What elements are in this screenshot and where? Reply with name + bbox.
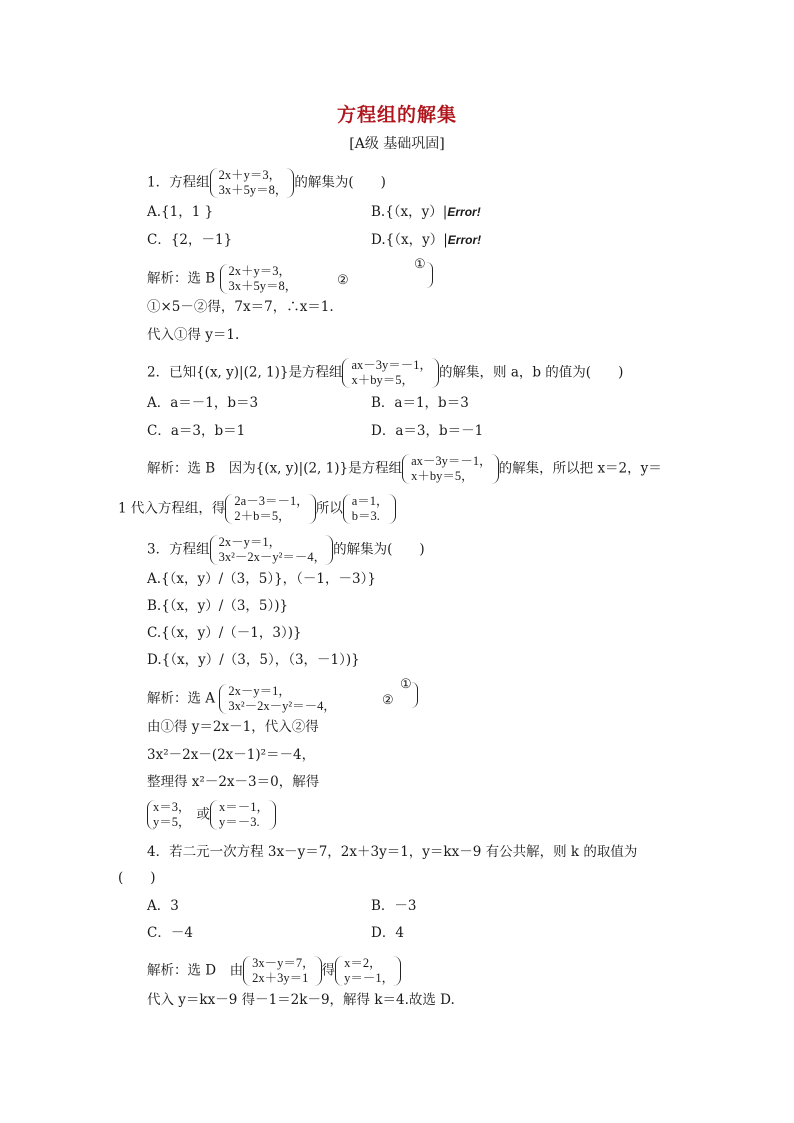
q3-step-1: 由①得 y＝2x－1，代入②得	[147, 719, 319, 735]
q4-stem: 4．若二元一次方程 3x－y＝7，2x＋3y＝1，y＝kx－9 有公共解，则 k 的取值为	[147, 844, 638, 860]
q2-solution-cont: 1 代入方程组，得 2a－3＝－1， 2＋b＝5， 所以 a＝1， b＝3.	[118, 494, 396, 524]
q3-brace-close	[411, 682, 418, 708]
q3-answer: x＝3， y＝5， 或 x＝－1， y＝－3.	[147, 800, 276, 830]
q4-solution: 解析：选 D 由 3x－y＝7， 2x＋3y＝1 得 x＝2， y＝－1，	[147, 956, 401, 986]
q2-option-c: C．a＝3，b＝1	[147, 423, 246, 439]
q4-option-d: D．4	[371, 925, 404, 941]
q4-option-b: B．－3	[371, 898, 417, 914]
q1-solution-lead: 解析：选 B 2x＋y＝3， 3x＋5y＝8，	[147, 264, 303, 294]
q1-stem: 1．方程组 2x＋y＝3， 3x＋5y＝8， 的解集为( )	[147, 168, 386, 197]
q1-solution-system: 2x＋y＝3， 3x＋5y＝8，	[220, 264, 304, 294]
q2-substituted-system: 2a－3＝－1， 2＋b＝5，	[225, 494, 315, 524]
q1-step-1: ①×5－②得，7x＝7，∴x＝1.	[147, 299, 334, 315]
q4-option-a: A．3	[147, 898, 179, 914]
q3-option-a: A.{（x，y）/（3，5）}，（－1，－3）}	[147, 571, 376, 587]
q3-stem: 3．方程组 2x－y＝1， 3x²－2x－y²＝－4， 的解集为( )	[147, 535, 425, 564]
q3-option-b: B.{（x，y）/（3，5）)}	[147, 598, 289, 614]
q4-stem-paren: ( )	[118, 870, 156, 886]
q4-final: 代入 y＝kx－9 得－1＝2k－9，解得 k＝4.故选 D.	[147, 992, 455, 1008]
q4-option-c: C．－4	[147, 925, 193, 941]
q4-answer-system: x＝2， y＝－1，	[335, 956, 401, 986]
q2-stem: 2．已知{(x, y)|(2, 1)}是方程组 ax－3y＝－1， x＋by＝5， 的解集，则 a，b 的值为( )	[147, 358, 624, 387]
q3-mark-2: ②	[382, 693, 394, 708]
q1-mark-2: ②	[337, 273, 349, 288]
q3-step-2: 3x²－2x－(2x－1)²＝－4，	[147, 747, 316, 763]
q3-system: 2x－y＝1， 3x²－2x－y²＝－4，	[210, 535, 334, 565]
q2-option-a: A．a＝－1，b＝3	[147, 395, 259, 411]
q1-option-c: C．{2，－1}	[147, 232, 233, 248]
q3-solution-system: 2x－y＝1， 3x²－2x－y²＝－4，	[219, 684, 342, 714]
q2-option-d: D．a＝3，b＝－1	[371, 423, 484, 439]
q3-option-d: D.{（x，y）/（3，5），（3，－1）)}	[147, 652, 360, 668]
page-title: 方程组的解集	[336, 104, 457, 126]
q1-system: 2x＋y＝3， 3x＋5y＝8，	[210, 168, 295, 198]
q1-brace-close	[426, 262, 433, 288]
q1-option-b: B.{（x，y）|Error!	[371, 204, 481, 220]
q2-option-b: B．a＝1，b＝3	[371, 395, 469, 411]
q3-option-c: C.{（x，y）/（－1，3）)}	[147, 625, 302, 641]
q1-step-2: 代入①得 y＝1.	[147, 327, 240, 343]
q2-solution: 解析：选 B 因为{(x, y)|(2, 1)}是方程组 ax－3y＝－1， x＋by＝5， 的解集，所以把 x＝2，y＝	[147, 454, 662, 483]
q2-answer-system: a＝1， b＝3.	[343, 494, 396, 524]
q3-answer-system-2: x＝－1， y＝－3.	[210, 800, 276, 830]
q3-mark-1: ①	[400, 677, 412, 692]
q2-solution-system: ax－3y＝－1， x＋by＝5，	[402, 454, 499, 484]
q4-solution-system: 3x－y＝7， 2x＋3y＝1	[243, 956, 322, 986]
section-subtitle: [A级 基础巩固]	[349, 136, 445, 152]
q2-system: ax－3y＝－1， x＋by＝5，	[342, 358, 439, 388]
q1-mark-1: ①	[414, 257, 426, 272]
q3-step-3: 整理得 x²－2x－3＝0，解得	[147, 774, 320, 790]
q3-answer-system-1: x＝3， y＝5，	[147, 800, 197, 830]
q3-solution-lead: 解析：选 A 2x－y＝1， 3x²－2x－y²＝－4，	[147, 684, 342, 714]
q1-option-d: D.{（x，y）|Error!	[371, 232, 482, 248]
q1-option-a: A.{1，1 }	[147, 204, 214, 220]
